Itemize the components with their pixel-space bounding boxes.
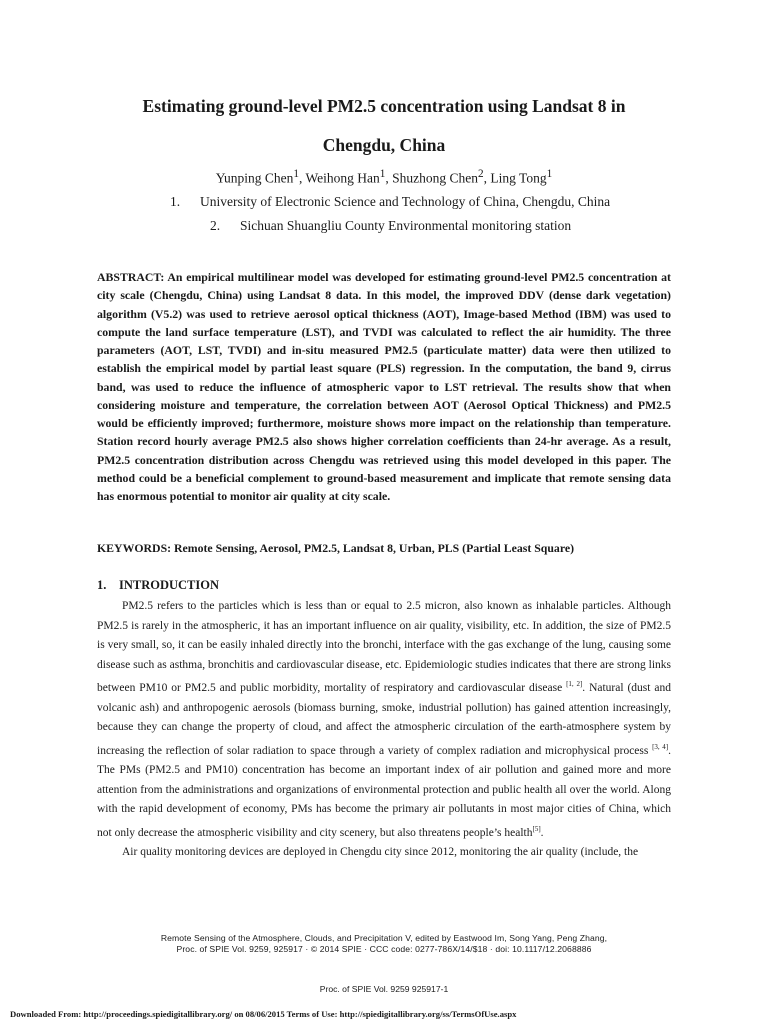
citation-mark: [1, 2] xyxy=(566,680,583,689)
author-list: Yunping Chen$^1$, Weihong Han$^1$, Shuzhong Chen$^2$, Ling Tong$^1$ xyxy=(215,168,553,186)
footer-line-1: Remote Sensing of the Atmosphere, Clouds, and Precipitation V, edited by Eastwood Im, Song Yang, Peng Zhang, xyxy=(160,933,608,943)
intro-paragraph-1 xyxy=(97,597,671,843)
publication-footer xyxy=(60,933,708,955)
section-title: INTRODUCTION xyxy=(119,578,220,592)
author-affiliation-mark: 2 xyxy=(478,168,484,180)
citation-mark: [3, 4] xyxy=(652,742,669,751)
intro-text: . The PMs (PM2.5 and PM10) concentration has become an important index of air pollution and gained more and more attention from the administrations and organizations of environmental protection and public health all over the world. Along with the rapid development of economy, PMs has become the primary air pollutants in most major cities of China, which not only decrease the atmospheric visibility and city scenery, but also threatens people’s health xyxy=(97,744,671,839)
introduction-body xyxy=(97,597,671,863)
affiliation-2 xyxy=(210,218,571,234)
section-number: 1. xyxy=(97,578,107,592)
paper-title-line-1: Estimating ground-level PM2.5 concentration using Landsat 8 in xyxy=(142,96,626,116)
keywords-line: KEYWORDS: Remote Sensing, Aerosol, PM2.5, Landsat 8, Urban, PLS (Partial Least Square) xyxy=(97,541,575,555)
footer-line-2: Proc. of SPIE Vol. 9259, 925917 · © 2014 SPIE · CCC code: 0277-786X/14/$18 · doi: 10.1117/12.2068886 xyxy=(176,944,592,954)
abstract-paragraph: ABSTRACT: An empirical multilinear model was developed for estimating ground-level PM2.5 concentration at city scale (Chengdu, China) using Landsat 8 data. In this model, the improved DDV (dense dark vegetation) algorithm (V5.2) was used to retrieve aerosol optical thickness (AOT), Image-based Method (IBM) was used to compute the land surface temperature (LST), and TVDI was calculated to reflect the air humidity. The three parameters (AOT, LST, TVDI) and in-situ measured PM2.5 (particulate matter) data were then utilized to establish the empirical model by partial least square (PLS) regression. In the computation, the band 9, cirrus band, was used to reduce the influence of atmospheric vapor to LST retrieval. The results show that when considering moisture and temperature, the correlation between AOT (Aerosol Optical Thickness) and PM2.5 would be efficiently improved; furthermore, moisture shows more impact on the relationship than temperature. Station record hourly average PM2.5 also shows higher correlation coefficients than 24-hr average. As a result, PM2.5 concentration distribution across Chengdu was retrieved using this model developed in this paper. The method could be a beneficial complement to ground-based measurement and implicate that remote sensing data has enormous potential to monitor air quality at city scale. xyxy=(97,270,671,503)
author-name: Shuzhong Chen xyxy=(392,170,479,186)
section-heading-introduction xyxy=(97,578,219,593)
citation-mark: [5] xyxy=(532,824,541,833)
download-notice: Downloaded From: http://proceedings.spiedigitallibrary.org/ on 08/06/2015 Terms of Use: http://spiedigitallibrary.org/ss/TermsOfUse.aspx xyxy=(10,1009,517,1019)
author-affiliation-mark: 1 xyxy=(293,168,299,180)
author-affiliation-mark: 1 xyxy=(379,168,386,180)
affiliation-text: Sichuan Shuangliu County Environmental monitoring station xyxy=(240,218,572,233)
affiliation-1 xyxy=(170,194,610,210)
intro-text: . Natural (dust and volcanic ash) and anthropogenic aerosols (biomass burning, smoke, industrial pollution) has gained attention increasingly, because they can change the property of cloud, and affect the atmospheric circulation of the earth-atmosphere system by increasing the reflection of solar radiation to space through a variety of complex radiation and microphysical process xyxy=(97,682,671,757)
author-name: Ling Tong xyxy=(490,170,547,186)
intro-paragraph-2: Air quality monitoring devices are deployed in Chengdu city since 2012, monitoring the air quality (include, the xyxy=(122,846,639,859)
intro-text: . xyxy=(540,826,544,839)
paper-title-line-2: Chengdu, China xyxy=(322,135,446,155)
author-name: Yunping Chen xyxy=(215,170,294,186)
intro-text: PM2.5 refers to the particles which is less than or equal to 2.5 micron, also known as inhalable particles. Although PM2.5 is rarely in the atmospheric, it has an important influence on air quality, visibility, etc. In addition, the size of PM2.5 is very small, so, it can be easily inhaled directly into the bronchi, interface with the gas exchange of the lung, causing some disease such as asthma, bronchitis and cardiovascular disease, etc. Epidemiologic studies indicates that there are strong links between PM10 or PM2.5 and public morbidity, mortality of respiratory and cardiovascular disease xyxy=(97,600,671,695)
affiliation-number: 1. xyxy=(170,194,181,209)
author-name: Weihong Han xyxy=(305,170,380,186)
author-affiliation-mark: 1 xyxy=(546,168,553,180)
page-number-line: Proc. of SPIE Vol. 9259 925917-1 xyxy=(319,984,449,994)
affiliation-number: 2. xyxy=(210,218,221,233)
affiliation-text: University of Electronic Science and Technology of China, Chengdu, China xyxy=(200,194,611,209)
